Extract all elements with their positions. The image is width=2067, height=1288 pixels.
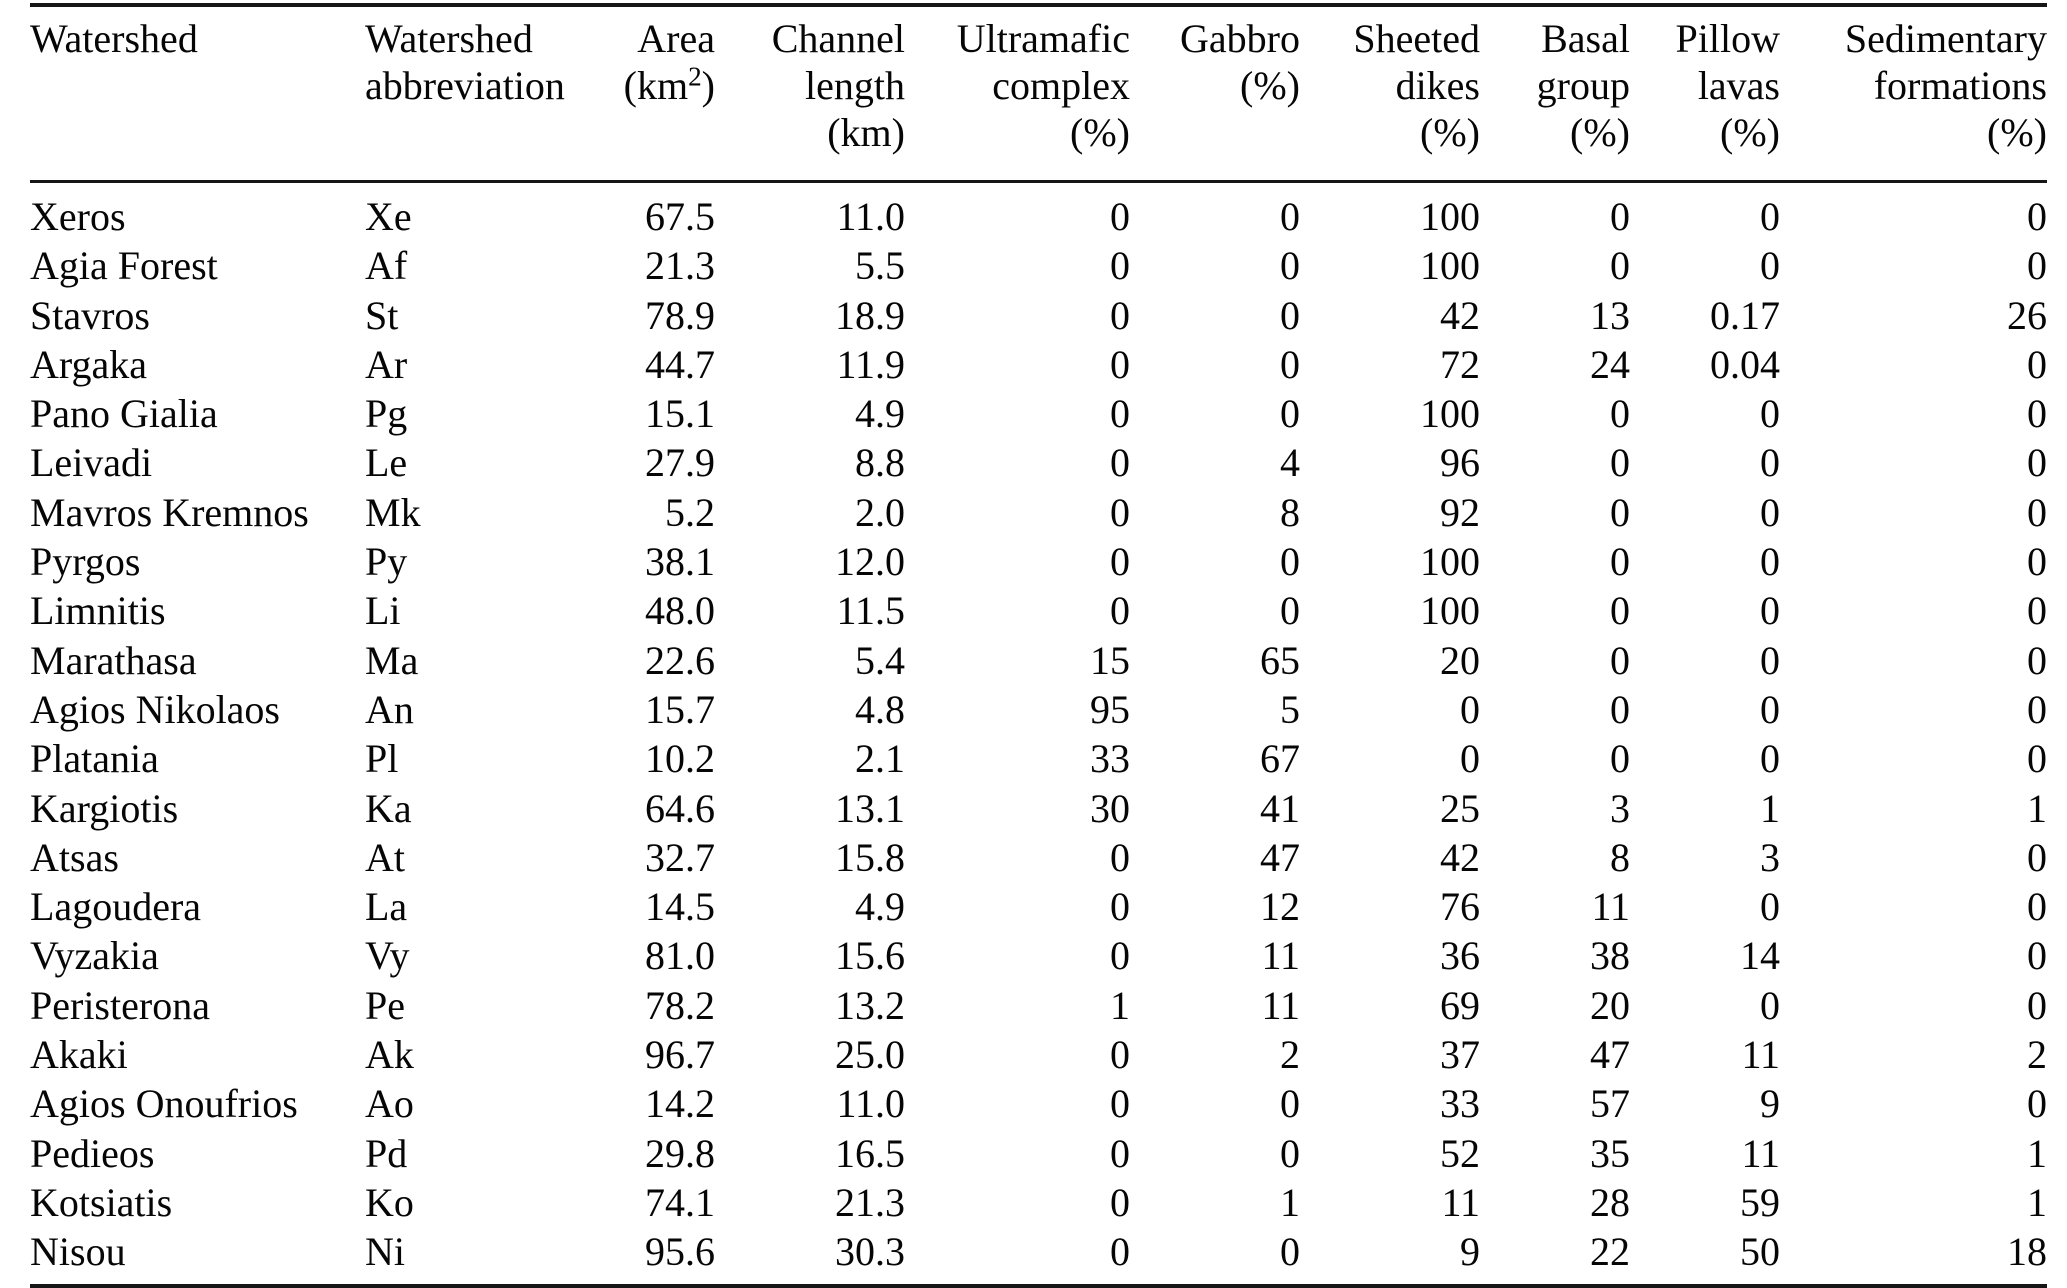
cell-gabbro: 0 bbox=[1280, 539, 1300, 585]
cell-sheeted-dikes: 100 bbox=[1420, 539, 1480, 585]
cell-channel-length: 4.9 bbox=[855, 884, 905, 930]
cell-area: 48.0 bbox=[645, 588, 715, 634]
cell-watershed: Pano Gialia bbox=[30, 391, 218, 437]
cell-abbreviation: La bbox=[365, 884, 408, 930]
cell-sedimentary: 0 bbox=[2027, 489, 2047, 535]
cell-abbreviation: Mk bbox=[365, 489, 421, 535]
table-row bbox=[30, 784, 2047, 833]
cell-basal-group: 0 bbox=[1610, 736, 1630, 782]
column-header-abbreviation bbox=[365, 5, 565, 182]
cell-channel-length: 11.0 bbox=[836, 1081, 905, 1127]
cell-abbreviation: Le bbox=[365, 440, 408, 486]
cell-ultramafic: 0 bbox=[1110, 489, 1130, 535]
cell-area: 38.1 bbox=[645, 539, 715, 585]
cell-abbreviation: Li bbox=[365, 588, 401, 634]
column-header-pillow-lavas bbox=[1630, 5, 1780, 182]
column-header-line: abbreviation bbox=[365, 63, 565, 108]
cell-ultramafic: 0 bbox=[1110, 539, 1130, 585]
cell-abbreviation: An bbox=[365, 686, 414, 732]
cell-pillow-lavas: 0 bbox=[1760, 539, 1780, 585]
table-header bbox=[30, 5, 2047, 182]
cell-area: 74.1 bbox=[645, 1179, 715, 1225]
cell-sheeted-dikes: 9 bbox=[1460, 1229, 1480, 1275]
cell-sheeted-dikes: 52 bbox=[1440, 1130, 1480, 1176]
column-header-line: (%) bbox=[1570, 110, 1630, 155]
cell-gabbro: 1 bbox=[1280, 1179, 1300, 1225]
cell-sheeted-dikes: 100 bbox=[1420, 391, 1480, 437]
cell-ultramafic: 0 bbox=[1110, 341, 1130, 387]
cell-sedimentary: 0 bbox=[2027, 341, 2047, 387]
cell-abbreviation: Pe bbox=[365, 982, 405, 1028]
cell-area: 21.3 bbox=[645, 243, 715, 289]
cell-channel-length: 25.0 bbox=[835, 1032, 905, 1078]
table-row bbox=[30, 291, 2047, 340]
cell-basal-group: 3 bbox=[1610, 785, 1630, 831]
cell-pillow-lavas: 11 bbox=[1741, 1032, 1780, 1078]
cell-area: 44.7 bbox=[645, 341, 715, 387]
column-header-line: Basal bbox=[1541, 16, 1630, 61]
cell-watershed: Leivadi bbox=[30, 440, 153, 486]
cell-watershed: Akaki bbox=[30, 1032, 128, 1078]
column-header-line: Sheeted bbox=[1353, 16, 1480, 61]
cell-gabbro: 0 bbox=[1280, 1081, 1300, 1127]
cell-sedimentary: 0 bbox=[2027, 982, 2047, 1028]
cell-channel-length: 13.1 bbox=[835, 785, 905, 831]
cell-gabbro: 4 bbox=[1280, 440, 1300, 486]
cell-ultramafic: 0 bbox=[1110, 194, 1130, 239]
column-header-line: (km) bbox=[827, 110, 905, 155]
cell-channel-length: 2.1 bbox=[855, 736, 905, 782]
cell-sheeted-dikes: 0 bbox=[1460, 686, 1480, 732]
column-header-line: Watershed bbox=[365, 16, 533, 61]
cell-sheeted-dikes: 100 bbox=[1420, 243, 1480, 289]
cell-ultramafic: 0 bbox=[1110, 243, 1130, 289]
cell-channel-length: 4.9 bbox=[855, 391, 905, 437]
column-header-line: (%) bbox=[1420, 110, 1480, 155]
column-header-line: length bbox=[805, 63, 905, 108]
cell-basal-group: 38 bbox=[1590, 933, 1630, 979]
cell-area: 22.6 bbox=[645, 637, 715, 683]
cell-basal-group: 0 bbox=[1610, 588, 1630, 634]
cell-pillow-lavas: 0 bbox=[1760, 637, 1780, 683]
cell-channel-length: 15.6 bbox=[835, 933, 905, 979]
cell-abbreviation: Xe bbox=[365, 194, 412, 239]
table-row bbox=[30, 586, 2047, 635]
column-header-line: (%) bbox=[1720, 110, 1780, 155]
column-header-line: Area bbox=[637, 16, 715, 61]
cell-gabbro: 11 bbox=[1261, 982, 1300, 1028]
cell-basal-group: 0 bbox=[1610, 637, 1630, 683]
column-header-line: (%) bbox=[1070, 110, 1130, 155]
cell-basal-group: 20 bbox=[1590, 982, 1630, 1028]
cell-basal-group: 0 bbox=[1610, 489, 1630, 535]
cell-watershed: Pedieos bbox=[30, 1130, 155, 1176]
cell-watershed: Nisou bbox=[30, 1229, 126, 1275]
cell-sedimentary: 0 bbox=[2027, 391, 2047, 437]
table-row bbox=[30, 1227, 2047, 1285]
cell-gabbro: 0 bbox=[1280, 588, 1300, 634]
cell-pillow-lavas: 0 bbox=[1760, 391, 1780, 437]
cell-channel-length: 5.5 bbox=[855, 243, 905, 289]
cell-channel-length: 15.8 bbox=[835, 834, 905, 880]
cell-abbreviation: Vy bbox=[365, 933, 410, 979]
column-header-watershed bbox=[30, 5, 365, 182]
cell-ultramafic: 95 bbox=[1090, 686, 1130, 732]
cell-sedimentary: 0 bbox=[2027, 588, 2047, 634]
cell-abbreviation: Af bbox=[365, 243, 408, 289]
cell-watershed: Agios Nikolaos bbox=[30, 686, 280, 732]
cell-channel-length: 16.5 bbox=[835, 1130, 905, 1176]
table-row bbox=[30, 636, 2047, 685]
cell-ultramafic: 15 bbox=[1090, 637, 1130, 683]
cell-gabbro: 47 bbox=[1260, 834, 1300, 880]
cell-basal-group: 57 bbox=[1590, 1081, 1630, 1127]
cell-area: 67.5 bbox=[645, 194, 715, 239]
cell-channel-length: 12.0 bbox=[835, 539, 905, 585]
table-row bbox=[30, 488, 2047, 537]
cell-sheeted-dikes: 11 bbox=[1441, 1179, 1480, 1225]
cell-basal-group: 0 bbox=[1610, 440, 1630, 486]
cell-abbreviation: Ma bbox=[365, 637, 419, 683]
cell-area: 64.6 bbox=[645, 785, 715, 831]
cell-watershed: Pyrgos bbox=[30, 539, 141, 585]
column-header-sheeted-dikes bbox=[1300, 5, 1480, 182]
table-row bbox=[30, 833, 2047, 882]
cell-watershed: Vyzakia bbox=[30, 933, 159, 979]
cell-pillow-lavas: 1 bbox=[1760, 785, 1780, 831]
cell-basal-group: 28 bbox=[1590, 1179, 1630, 1225]
cell-area: 14.2 bbox=[645, 1081, 715, 1127]
cell-gabbro: 0 bbox=[1280, 1130, 1300, 1176]
column-header-line: complex bbox=[992, 63, 1130, 108]
cell-channel-length: 30.3 bbox=[835, 1229, 905, 1275]
cell-pillow-lavas: 0 bbox=[1760, 440, 1780, 486]
cell-basal-group: 0 bbox=[1610, 686, 1630, 732]
cell-gabbro: 0 bbox=[1280, 243, 1300, 289]
superscript: 2 bbox=[688, 61, 702, 92]
table-row bbox=[30, 882, 2047, 931]
column-header-line: Watershed bbox=[30, 16, 198, 61]
cell-pillow-lavas: 0 bbox=[1760, 982, 1780, 1028]
cell-sheeted-dikes: 76 bbox=[1440, 884, 1480, 930]
cell-abbreviation: Pg bbox=[365, 391, 408, 437]
column-header-basal-group bbox=[1480, 5, 1630, 182]
cell-basal-group: 22 bbox=[1590, 1229, 1630, 1275]
cell-abbreviation: Ka bbox=[365, 785, 412, 831]
column-header-line: $(km^2)$ bbox=[623, 61, 715, 108]
table-row bbox=[30, 931, 2047, 980]
cell-gabbro: 0 bbox=[1280, 391, 1300, 437]
cell-sheeted-dikes: 36 bbox=[1440, 933, 1480, 979]
table-body bbox=[30, 182, 2047, 1286]
cell-sedimentary: 0 bbox=[2027, 243, 2047, 289]
cell-abbreviation: Ko bbox=[365, 1179, 414, 1225]
cell-pillow-lavas: 50 bbox=[1740, 1229, 1780, 1275]
cell-ultramafic: 0 bbox=[1110, 834, 1130, 880]
cell-pillow-lavas: 3 bbox=[1760, 834, 1780, 880]
column-header-line: Channel bbox=[771, 16, 905, 61]
cell-sedimentary: 0 bbox=[2027, 736, 2047, 782]
cell-sheeted-dikes: 37 bbox=[1440, 1032, 1480, 1078]
cell-basal-group: 24 bbox=[1590, 341, 1630, 387]
cell-ultramafic: 0 bbox=[1110, 1032, 1130, 1078]
cell-basal-group: 0 bbox=[1610, 243, 1630, 289]
cell-abbreviation: Ar bbox=[365, 341, 408, 387]
table-row bbox=[30, 734, 2047, 783]
cell-ultramafic: 0 bbox=[1110, 884, 1130, 930]
cell-channel-length: 13.2 bbox=[835, 982, 905, 1028]
cell-gabbro: 67 bbox=[1260, 736, 1300, 782]
column-header-line: (%) bbox=[1240, 63, 1300, 108]
column-header-line: group bbox=[1536, 63, 1630, 108]
cell-sedimentary: 1 bbox=[2027, 785, 2047, 831]
cell-ultramafic: 0 bbox=[1110, 391, 1130, 437]
cell-pillow-lavas: 0.04 bbox=[1710, 341, 1780, 387]
cell-sedimentary: 0 bbox=[2027, 194, 2047, 239]
cell-sedimentary: 0 bbox=[2027, 884, 2047, 930]
cell-sedimentary: 0 bbox=[2027, 637, 2047, 683]
watersheds-table bbox=[30, 3, 2047, 1288]
column-header-ultramafic bbox=[905, 5, 1130, 182]
cell-area: 78.9 bbox=[645, 292, 715, 338]
table-row bbox=[30, 537, 2047, 586]
cell-area: 10.2 bbox=[645, 736, 715, 782]
column-header-line: (%) bbox=[1987, 110, 2047, 155]
cell-ultramafic: 0 bbox=[1110, 933, 1130, 979]
column-header-channel-length bbox=[715, 5, 905, 182]
cell-basal-group: 13 bbox=[1590, 292, 1630, 338]
cell-channel-length: 11.0 bbox=[836, 194, 905, 239]
cell-sedimentary: 26 bbox=[2007, 292, 2047, 338]
cell-ultramafic: 0 bbox=[1110, 440, 1130, 486]
cell-gabbro: 8 bbox=[1280, 489, 1300, 535]
cell-basal-group: 35 bbox=[1590, 1130, 1630, 1176]
cell-sedimentary: 0 bbox=[2027, 539, 2047, 585]
cell-ultramafic: 0 bbox=[1110, 1229, 1130, 1275]
cell-gabbro: 2 bbox=[1280, 1032, 1300, 1078]
cell-pillow-lavas: 11 bbox=[1741, 1130, 1780, 1176]
cell-sedimentary: 0 bbox=[2027, 933, 2047, 979]
column-header-line: lavas bbox=[1697, 63, 1780, 108]
table-row bbox=[30, 685, 2047, 734]
cell-watershed: Limnitis bbox=[30, 588, 166, 634]
cell-watershed: Kotsiatis bbox=[30, 1179, 173, 1225]
cell-basal-group: 47 bbox=[1590, 1032, 1630, 1078]
cell-watershed: Argaka bbox=[30, 341, 147, 387]
cell-watershed: Peristerona bbox=[30, 982, 210, 1028]
cell-pillow-lavas: 0 bbox=[1760, 489, 1780, 535]
table-row bbox=[30, 1129, 2047, 1178]
cell-area: 5.2 bbox=[665, 489, 715, 535]
cell-sheeted-dikes: 42 bbox=[1440, 292, 1480, 338]
cell-abbreviation: St bbox=[365, 292, 399, 338]
cell-pillow-lavas: 0 bbox=[1760, 884, 1780, 930]
cell-area: 81.0 bbox=[645, 933, 715, 979]
cell-abbreviation: Ao bbox=[365, 1081, 414, 1127]
cell-basal-group: 0 bbox=[1610, 539, 1630, 585]
cell-ultramafic: 0 bbox=[1110, 1179, 1130, 1225]
cell-watershed: Agios Onoufrios bbox=[30, 1081, 298, 1127]
header-row bbox=[30, 5, 2047, 182]
column-header-line: Sedimentary bbox=[1844, 16, 2047, 61]
cell-area: 15.1 bbox=[645, 391, 715, 437]
column-header-line: Ultramafic bbox=[956, 16, 1130, 61]
cell-gabbro: 0 bbox=[1280, 1229, 1300, 1275]
cell-ultramafic: 0 bbox=[1110, 1130, 1130, 1176]
cell-sheeted-dikes: 33 bbox=[1440, 1081, 1480, 1127]
cell-gabbro: 0 bbox=[1280, 292, 1300, 338]
cell-ultramafic: 30 bbox=[1090, 785, 1130, 831]
cell-gabbro: 41 bbox=[1260, 785, 1300, 831]
table-row bbox=[30, 389, 2047, 438]
cell-sheeted-dikes: 96 bbox=[1440, 440, 1480, 486]
cell-watershed: Lagoudera bbox=[30, 884, 202, 930]
cell-basal-group: 0 bbox=[1610, 391, 1630, 437]
table-row bbox=[30, 438, 2047, 487]
cell-gabbro: 0 bbox=[1280, 194, 1300, 239]
cell-sheeted-dikes: 92 bbox=[1440, 489, 1480, 535]
cell-sheeted-dikes: 100 bbox=[1420, 588, 1480, 634]
cell-sedimentary: 0 bbox=[2027, 834, 2047, 880]
cell-area: 95.6 bbox=[645, 1229, 715, 1275]
column-header-line: Gabbro bbox=[1180, 16, 1300, 61]
cell-area: 14.5 bbox=[645, 884, 715, 930]
cell-watershed: Platania bbox=[30, 736, 159, 782]
cell-sedimentary: 0 bbox=[2027, 686, 2047, 732]
cell-watershed: Marathasa bbox=[30, 637, 197, 683]
column-header-line: Pillow bbox=[1675, 16, 1780, 61]
cell-area: 78.2 bbox=[645, 982, 715, 1028]
cell-gabbro: 5 bbox=[1280, 686, 1300, 732]
cell-watershed: Kargiotis bbox=[30, 785, 179, 831]
cell-watershed: Stavros bbox=[30, 292, 150, 338]
cell-gabbro: 0 bbox=[1280, 341, 1300, 387]
cell-channel-length: 18.9 bbox=[835, 292, 905, 338]
cell-channel-length: 4.8 bbox=[855, 686, 905, 732]
cell-channel-length: 11.9 bbox=[836, 341, 905, 387]
cell-ultramafic: 1 bbox=[1110, 982, 1130, 1028]
cell-pillow-lavas: 0 bbox=[1760, 686, 1780, 732]
cell-watershed: Agia Forest bbox=[30, 243, 218, 289]
cell-area: 32.7 bbox=[645, 834, 715, 880]
cell-area: 96.7 bbox=[645, 1032, 715, 1078]
cell-channel-length: 11.5 bbox=[836, 588, 905, 634]
cell-channel-length: 5.4 bbox=[855, 637, 905, 683]
cell-pillow-lavas: 0.17 bbox=[1710, 292, 1780, 338]
cell-pillow-lavas: 14 bbox=[1740, 933, 1780, 979]
cell-sedimentary: 0 bbox=[2027, 440, 2047, 486]
cell-area: 15.7 bbox=[645, 686, 715, 732]
cell-channel-length: 21.3 bbox=[835, 1179, 905, 1225]
cell-abbreviation: At bbox=[365, 834, 405, 880]
cell-pillow-lavas: 0 bbox=[1760, 243, 1780, 289]
cell-sedimentary: 2 bbox=[2027, 1032, 2047, 1078]
cell-abbreviation: Ni bbox=[365, 1229, 405, 1275]
table-row bbox=[30, 182, 2047, 242]
cell-pillow-lavas: 0 bbox=[1760, 194, 1780, 239]
table-row bbox=[30, 241, 2047, 290]
table-row bbox=[30, 340, 2047, 389]
cell-basal-group: 0 bbox=[1610, 194, 1630, 239]
column-header-line: formations bbox=[1873, 63, 2047, 108]
cell-sedimentary: 1 bbox=[2027, 1179, 2047, 1225]
cell-pillow-lavas: 0 bbox=[1760, 736, 1780, 782]
cell-channel-length: 8.8 bbox=[855, 440, 905, 486]
column-header-gabbro bbox=[1130, 5, 1300, 182]
cell-pillow-lavas: 59 bbox=[1740, 1179, 1780, 1225]
table-row bbox=[30, 1079, 2047, 1128]
column-header-area bbox=[565, 5, 715, 182]
cell-abbreviation: Pl bbox=[365, 736, 399, 782]
cell-abbreviation: Pd bbox=[365, 1130, 408, 1176]
cell-sheeted-dikes: 100 bbox=[1420, 194, 1480, 239]
cell-ultramafic: 0 bbox=[1110, 292, 1130, 338]
cell-pillow-lavas: 9 bbox=[1760, 1081, 1780, 1127]
cell-sedimentary: 1 bbox=[2027, 1130, 2047, 1176]
cell-basal-group: 11 bbox=[1591, 884, 1630, 930]
cell-sheeted-dikes: 0 bbox=[1460, 736, 1480, 782]
cell-sheeted-dikes: 42 bbox=[1440, 834, 1480, 880]
cell-watershed: Atsas bbox=[30, 834, 119, 880]
column-header-line: dikes bbox=[1395, 63, 1480, 108]
cell-ultramafic: 33 bbox=[1090, 736, 1130, 782]
cell-area: 27.9 bbox=[645, 440, 715, 486]
cell-area: 29.8 bbox=[645, 1130, 715, 1176]
cell-sheeted-dikes: 20 bbox=[1440, 637, 1480, 683]
cell-pillow-lavas: 0 bbox=[1760, 588, 1780, 634]
cell-sedimentary: 0 bbox=[2027, 1081, 2047, 1127]
cell-channel-length: 2.0 bbox=[855, 489, 905, 535]
table-row bbox=[30, 1030, 2047, 1079]
cell-basal-group: 8 bbox=[1610, 834, 1630, 880]
cell-sheeted-dikes: 72 bbox=[1440, 341, 1480, 387]
cell-abbreviation: Ak bbox=[365, 1032, 414, 1078]
cell-ultramafic: 0 bbox=[1110, 588, 1130, 634]
cell-sedimentary: 18 bbox=[2007, 1229, 2047, 1275]
cell-ultramafic: 0 bbox=[1110, 1081, 1130, 1127]
cell-sheeted-dikes: 69 bbox=[1440, 982, 1480, 1028]
cell-watershed: Xeros bbox=[30, 194, 126, 239]
table-row bbox=[30, 1178, 2047, 1227]
cell-gabbro: 65 bbox=[1260, 637, 1300, 683]
cell-gabbro: 11 bbox=[1261, 933, 1300, 979]
cell-gabbro: 12 bbox=[1260, 884, 1300, 930]
cell-abbreviation: Py bbox=[365, 539, 408, 585]
cell-sheeted-dikes: 25 bbox=[1440, 785, 1480, 831]
column-header-sedimentary bbox=[1780, 5, 2047, 182]
cell-watershed: Mavros Kremnos bbox=[30, 489, 309, 535]
table-row bbox=[30, 981, 2047, 1030]
